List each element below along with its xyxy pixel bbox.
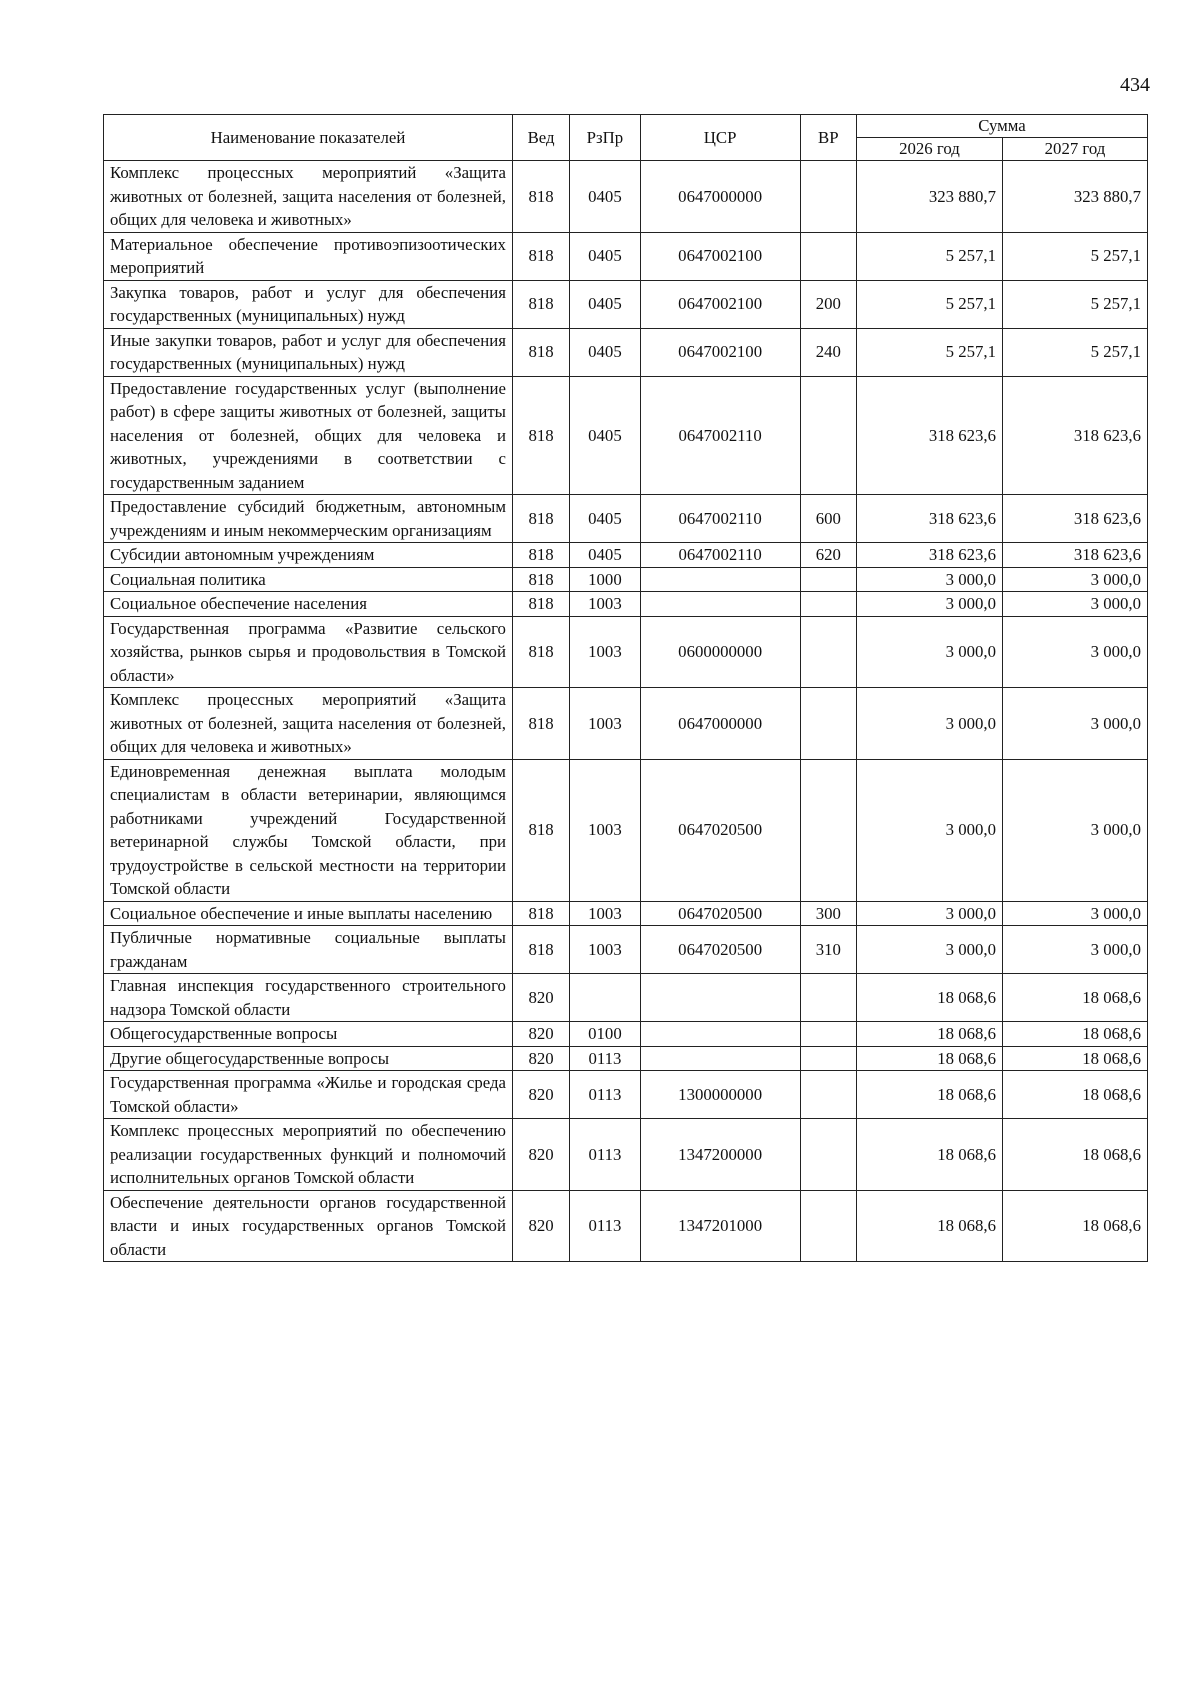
cell-ved: 818 — [512, 232, 569, 280]
header-vr: ВР — [800, 115, 856, 161]
budget-table — [103, 114, 1148, 1262]
cell-sum-2027: 3 000,0 — [1002, 759, 1147, 901]
table-row — [104, 1022, 1148, 1047]
cell-sum-2026: 5 257,1 — [856, 232, 1002, 280]
header-rzpr: РзПр — [570, 115, 640, 161]
cell-sum-2026: 3 000,0 — [856, 616, 1002, 688]
cell-sum-2027: 5 257,1 — [1002, 232, 1147, 280]
cell-vr — [800, 974, 856, 1022]
cell-vr: 240 — [800, 328, 856, 376]
header-year-2026: 2026 год — [856, 138, 1002, 161]
cell-vr — [800, 567, 856, 592]
cell-sum-2027: 5 257,1 — [1002, 280, 1147, 328]
header-sum: Сумма — [856, 115, 1147, 138]
cell-sum-2026: 18 068,6 — [856, 974, 1002, 1022]
table-row — [104, 1119, 1148, 1191]
cell-rzpr: 0405 — [570, 328, 640, 376]
cell-ved: 818 — [512, 280, 569, 328]
cell-sum-2026: 3 000,0 — [856, 688, 1002, 760]
cell-sum-2026: 3 000,0 — [856, 567, 1002, 592]
cell-csr — [640, 1022, 800, 1047]
cell-name: Закупка товаров, работ и услуг для обеспечения государственных (муниципальных) нужд — [104, 280, 513, 328]
cell-ved: 820 — [512, 1022, 569, 1047]
cell-csr: 0647020500 — [640, 901, 800, 926]
table-row — [104, 543, 1148, 568]
cell-name: Главная инспекция государственного строительного надзора Томской области — [104, 974, 513, 1022]
cell-ved: 820 — [512, 1046, 569, 1071]
cell-sum-2027: 3 000,0 — [1002, 901, 1147, 926]
header-ved: Вед — [512, 115, 569, 161]
table-row — [104, 161, 1148, 233]
cell-sum-2026: 318 623,6 — [856, 376, 1002, 495]
cell-csr — [640, 974, 800, 1022]
cell-sum-2027: 3 000,0 — [1002, 592, 1147, 617]
cell-csr: 1347200000 — [640, 1119, 800, 1191]
cell-csr — [640, 592, 800, 617]
table-row — [104, 376, 1148, 495]
cell-sum-2027: 18 068,6 — [1002, 1119, 1147, 1191]
cell-csr — [640, 567, 800, 592]
cell-ved: 818 — [512, 759, 569, 901]
cell-ved: 818 — [512, 495, 569, 543]
table-row — [104, 280, 1148, 328]
cell-sum-2027: 3 000,0 — [1002, 616, 1147, 688]
cell-vr: 310 — [800, 926, 856, 974]
cell-ved: 818 — [512, 901, 569, 926]
cell-rzpr: 0113 — [570, 1190, 640, 1262]
table-row — [104, 974, 1148, 1022]
cell-rzpr: 0405 — [570, 280, 640, 328]
table-row — [104, 328, 1148, 376]
cell-name: Предоставление государственных услуг (выполнение работ) в сфере защиты животных от болезней, защиты населения от болезней, общих для человека и животных, учреждениями в соответствии с государственным заданием — [104, 376, 513, 495]
cell-sum-2026: 18 068,6 — [856, 1071, 1002, 1119]
cell-ved: 820 — [512, 1190, 569, 1262]
cell-csr: 0600000000 — [640, 616, 800, 688]
cell-sum-2026: 18 068,6 — [856, 1190, 1002, 1262]
cell-rzpr: 0405 — [570, 161, 640, 233]
page-number: 434 — [1120, 74, 1150, 96]
cell-sum-2027: 323 880,7 — [1002, 161, 1147, 233]
header-year-2027: 2027 год — [1002, 138, 1147, 161]
table-row — [104, 688, 1148, 760]
cell-sum-2027: 318 623,6 — [1002, 495, 1147, 543]
cell-sum-2026: 318 623,6 — [856, 495, 1002, 543]
cell-sum-2027: 18 068,6 — [1002, 1022, 1147, 1047]
cell-name: Социальная политика — [104, 567, 513, 592]
cell-ved: 820 — [512, 974, 569, 1022]
cell-csr: 0647002110 — [640, 543, 800, 568]
table-row — [104, 1190, 1148, 1262]
cell-rzpr: 0100 — [570, 1022, 640, 1047]
cell-vr: 300 — [800, 901, 856, 926]
cell-ved: 818 — [512, 376, 569, 495]
cell-name: Социальное обеспечение населения — [104, 592, 513, 617]
cell-sum-2027: 3 000,0 — [1002, 567, 1147, 592]
cell-name: Комплекс процессных мероприятий «Защита животных от болезней, защита населения от болезней, общих для человека и животных» — [104, 688, 513, 760]
table-body — [104, 161, 1148, 1262]
cell-sum-2026: 18 068,6 — [856, 1119, 1002, 1191]
cell-sum-2026: 18 068,6 — [856, 1046, 1002, 1071]
cell-sum-2026: 5 257,1 — [856, 328, 1002, 376]
cell-sum-2026: 18 068,6 — [856, 1022, 1002, 1047]
cell-vr — [800, 232, 856, 280]
cell-rzpr: 1003 — [570, 901, 640, 926]
cell-vr — [800, 376, 856, 495]
cell-sum-2026: 3 000,0 — [856, 926, 1002, 974]
cell-rzpr: 1003 — [570, 926, 640, 974]
cell-vr — [800, 1190, 856, 1262]
cell-sum-2027: 18 068,6 — [1002, 1190, 1147, 1262]
cell-rzpr: 0405 — [570, 495, 640, 543]
cell-rzpr: 0405 — [570, 376, 640, 495]
cell-sum-2027: 3 000,0 — [1002, 926, 1147, 974]
cell-csr: 0647020500 — [640, 926, 800, 974]
table-row — [104, 901, 1148, 926]
table-header — [104, 115, 1148, 161]
cell-vr — [800, 688, 856, 760]
cell-ved: 818 — [512, 926, 569, 974]
cell-csr: 0647020500 — [640, 759, 800, 901]
cell-sum-2027: 18 068,6 — [1002, 974, 1147, 1022]
cell-ved: 818 — [512, 328, 569, 376]
table-row — [104, 759, 1148, 901]
cell-csr: 0647000000 — [640, 688, 800, 760]
cell-rzpr: 0405 — [570, 543, 640, 568]
cell-rzpr: 0113 — [570, 1119, 640, 1191]
cell-name: Материальное обеспечение противоэпизоотических мероприятий — [104, 232, 513, 280]
cell-ved: 818 — [512, 592, 569, 617]
table-row — [104, 495, 1148, 543]
cell-vr — [800, 1119, 856, 1191]
cell-csr: 0647002100 — [640, 280, 800, 328]
cell-csr: 0647000000 — [640, 161, 800, 233]
cell-ved: 818 — [512, 688, 569, 760]
cell-name: Государственная программа «Развитие сельского хозяйства, рынков сырья и продовольствия в Томской области» — [104, 616, 513, 688]
cell-vr: 200 — [800, 280, 856, 328]
cell-sum-2026: 3 000,0 — [856, 759, 1002, 901]
cell-rzpr: 1003 — [570, 616, 640, 688]
cell-csr: 0647002110 — [640, 376, 800, 495]
cell-vr — [800, 1046, 856, 1071]
cell-sum-2026: 323 880,7 — [856, 161, 1002, 233]
cell-name: Предоставление субсидий бюджетным, автономным учреждениям и иным некоммерческим организациям — [104, 495, 513, 543]
table-row — [104, 1071, 1148, 1119]
cell-name: Комплекс процессных мероприятий «Защита животных от болезней, защита населения от болезней, общих для человека и животных» — [104, 161, 513, 233]
cell-ved: 820 — [512, 1071, 569, 1119]
cell-sum-2027: 318 623,6 — [1002, 376, 1147, 495]
cell-name: Комплекс процессных мероприятий по обеспечению реализации государственных функций и полномочий исполнительных органов Томской области — [104, 1119, 513, 1191]
table-row — [104, 1046, 1148, 1071]
cell-vr — [800, 616, 856, 688]
cell-csr: 0647002100 — [640, 328, 800, 376]
cell-csr — [640, 1046, 800, 1071]
cell-rzpr: 0113 — [570, 1046, 640, 1071]
header-name: Наименование показателей — [104, 115, 513, 161]
cell-rzpr — [570, 974, 640, 1022]
cell-csr: 1300000000 — [640, 1071, 800, 1119]
header-csr: ЦСР — [640, 115, 800, 161]
cell-vr — [800, 759, 856, 901]
cell-name: Общегосударственные вопросы — [104, 1022, 513, 1047]
table-row — [104, 232, 1148, 280]
cell-ved: 818 — [512, 161, 569, 233]
cell-name: Обеспечение деятельности органов государственной власти и иных государственных органов Томской области — [104, 1190, 513, 1262]
cell-rzpr: 1000 — [570, 567, 640, 592]
cell-rzpr: 0405 — [570, 232, 640, 280]
cell-name: Единовременная денежная выплата молодым специалистам в области ветеринарии, являющимся работниками учреждений Государственной ветеринарной службы Томской области, при трудоустройстве в сельской местности на территории Томской области — [104, 759, 513, 901]
cell-sum-2027: 18 068,6 — [1002, 1071, 1147, 1119]
table-row — [104, 567, 1148, 592]
cell-sum-2027: 18 068,6 — [1002, 1046, 1147, 1071]
cell-ved: 818 — [512, 567, 569, 592]
cell-rzpr: 0113 — [570, 1071, 640, 1119]
cell-vr: 620 — [800, 543, 856, 568]
cell-vr — [800, 161, 856, 233]
cell-sum-2026: 3 000,0 — [856, 901, 1002, 926]
table-row — [104, 616, 1148, 688]
cell-name: Иные закупки товаров, работ и услуг для обеспечения государственных (муниципальных) нужд — [104, 328, 513, 376]
cell-csr: 0647002110 — [640, 495, 800, 543]
cell-vr — [800, 1022, 856, 1047]
table-row — [104, 592, 1148, 617]
cell-name: Социальное обеспечение и иные выплаты населению — [104, 901, 513, 926]
cell-ved: 820 — [512, 1119, 569, 1191]
cell-name: Государственная программа «Жилье и городская среда Томской области» — [104, 1071, 513, 1119]
cell-rzpr: 1003 — [570, 688, 640, 760]
cell-csr: 0647002100 — [640, 232, 800, 280]
cell-vr — [800, 1071, 856, 1119]
cell-ved: 818 — [512, 543, 569, 568]
cell-rzpr: 1003 — [570, 759, 640, 901]
cell-sum-2026: 318 623,6 — [856, 543, 1002, 568]
cell-name: Субсидии автономным учреждениям — [104, 543, 513, 568]
cell-rzpr: 1003 — [570, 592, 640, 617]
cell-vr: 600 — [800, 495, 856, 543]
cell-vr — [800, 592, 856, 617]
cell-sum-2026: 3 000,0 — [856, 592, 1002, 617]
cell-sum-2026: 5 257,1 — [856, 280, 1002, 328]
cell-sum-2027: 3 000,0 — [1002, 688, 1147, 760]
cell-csr: 1347201000 — [640, 1190, 800, 1262]
cell-ved: 818 — [512, 616, 569, 688]
cell-name: Публичные нормативные социальные выплаты гражданам — [104, 926, 513, 974]
cell-sum-2027: 318 623,6 — [1002, 543, 1147, 568]
table-row — [104, 926, 1148, 974]
cell-name: Другие общегосударственные вопросы — [104, 1046, 513, 1071]
cell-sum-2027: 5 257,1 — [1002, 328, 1147, 376]
